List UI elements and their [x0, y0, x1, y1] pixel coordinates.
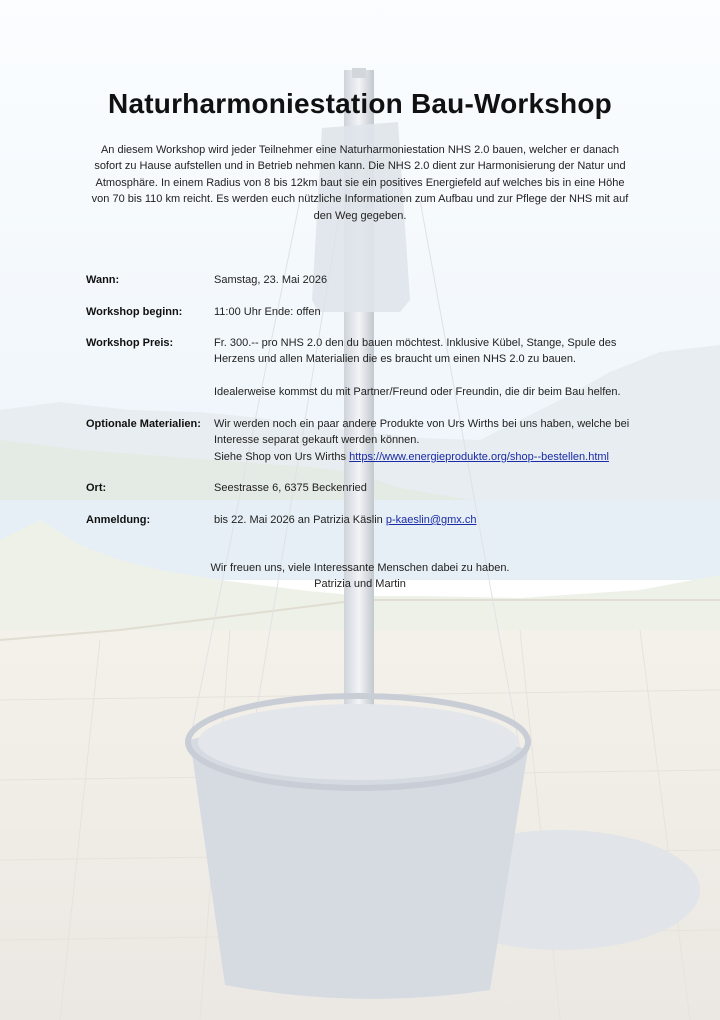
detail-label: Anmeldung:	[86, 514, 151, 526]
closing-line: Wir freuen uns, viele Interessante Menschen dabei zu haben.	[210, 562, 510, 574]
detail-value-group	[214, 416, 644, 465]
price-description: Fr. 300.-- pro NHS 2.0 den du bauen möchtest. Inklusive Kübel, Stange, Spule des Herzens und allen Materialien die es braucht um einen NHS 2.0 zu bauen.	[214, 337, 617, 366]
shop-link[interactable]: https://www.energieprodukte.org/shop--bestellen.html	[349, 450, 609, 463]
closing-message	[0, 560, 720, 593]
signature: Patrizia und Martin	[314, 578, 406, 591]
detail-value: Samstag, 23. Mai 2026	[214, 274, 328, 286]
email-link[interactable]: p-kaeslin@gmx.ch	[385, 514, 477, 526]
detail-value-group	[214, 335, 644, 400]
shop-line	[214, 449, 644, 465]
detail-label: Ort:	[86, 482, 107, 494]
intro-paragraph: An diesem Workshop wird jeder Teilnehmer eine Naturharmoniestation NHS 2.0 bauen, welcher er danach sofort zu Hause aufstellen und in Betrieb nehmen kann. Die NHS 2.0 dient zur Harmonisierung der Natur und Atmosphäre. In einem Radius von 8 bis 12km baut sie ein positives Energiefeld auf welches bis in eine Höhe von 70 bis 110 km reicht. Es werden euch nützliche Informationen zum Aufbau und zur Pflege der NHS mit auf den Weg gegeben.	[91, 144, 629, 222]
materials-description: Wir werden noch ein paar andere Produkte von Urs Wirths bei uns haben, welche bei Interesse separat gekauft werden können.	[214, 418, 630, 447]
price-note: Idealerweise kommst du mit Partner/Freund oder Freundin, die dir beim Bau helfen.	[214, 385, 621, 398]
registration-text: bis 22. Mai 2026 an Patrizia Käslin	[214, 514, 386, 526]
detail-label: Workshop Preis:	[86, 337, 174, 349]
detail-value: Seestrasse 6, 6375 Beckenried	[214, 482, 367, 494]
detail-value	[214, 512, 644, 528]
detail-label: Workshop beginn:	[86, 306, 183, 318]
page-title: Naturharmoniestation Bau-Workshop	[108, 88, 612, 119]
detail-value: 11:00 Uhr Ende: offen	[214, 306, 321, 318]
detail-label: Wann:	[86, 274, 120, 286]
shop-prefix: Siehe Shop von Urs Wirths	[214, 450, 350, 463]
detail-label: Optionale Materialien:	[86, 418, 201, 430]
